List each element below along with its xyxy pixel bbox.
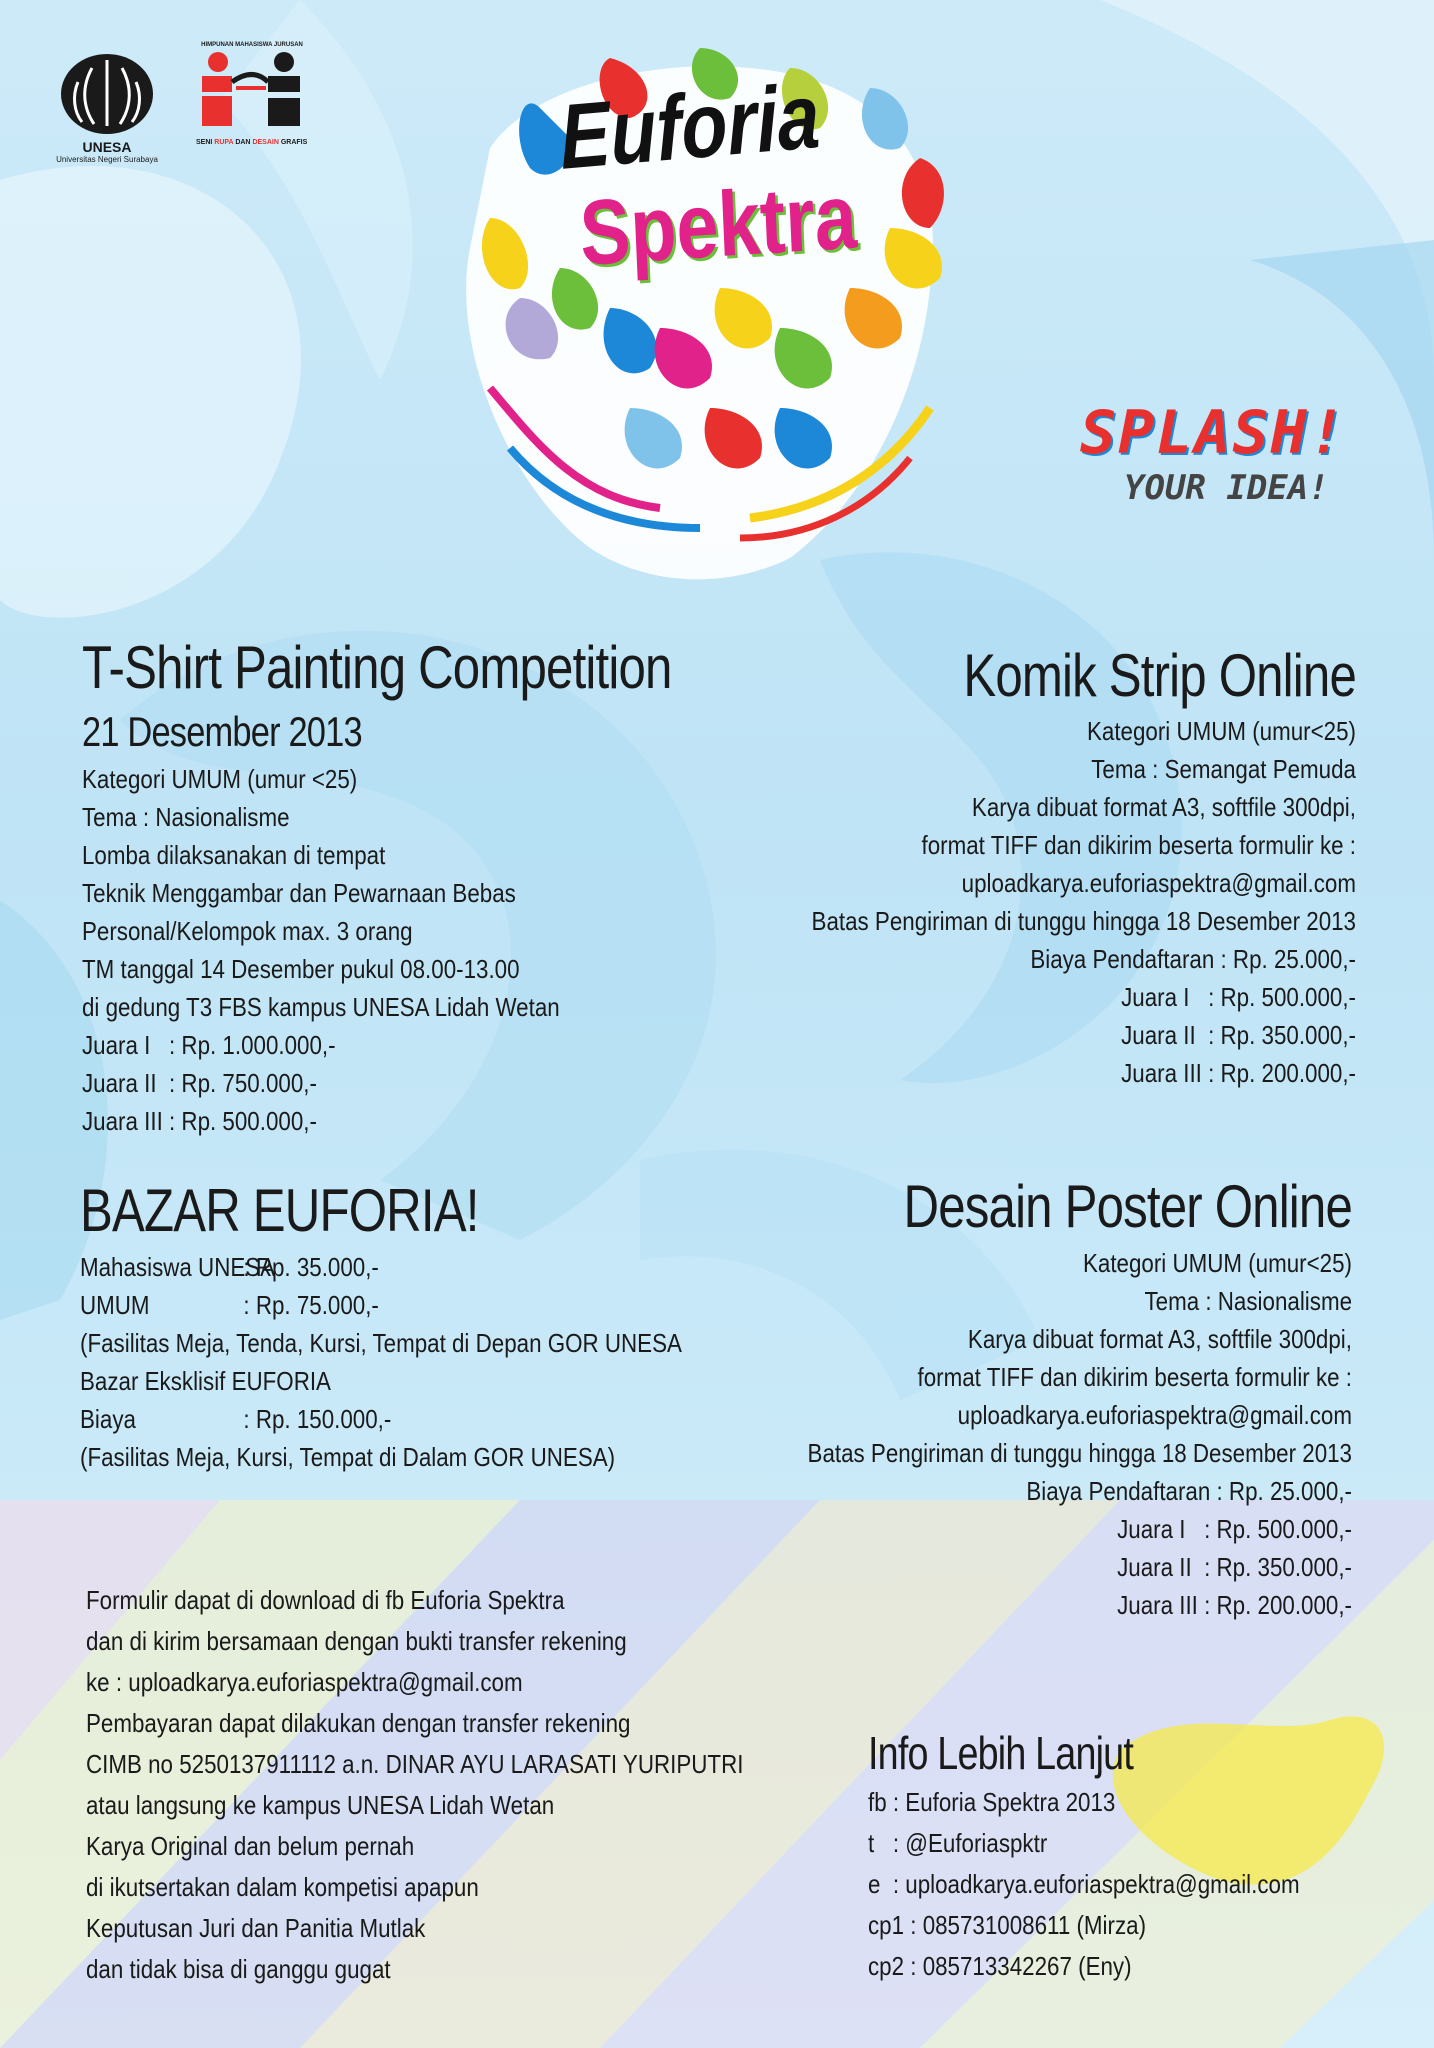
poster-line: format TIFF dan dikirim beserta formulir ke :: [917, 1362, 1352, 1392]
hmj-top-text: HIMPUNAN MAHASISWA JURUSAN: [201, 42, 303, 48]
hmj-word-dan: DAN: [235, 139, 251, 146]
komik-prize: Juara I : Rp. 500.000,-: [1121, 982, 1356, 1012]
contact-twitter: t : @Euforiaspktr: [868, 1828, 1048, 1858]
tshirt-title: T-Shirt Painting Competition: [82, 634, 672, 701]
form-info-section: [86, 1580, 806, 1990]
form-info-account: CIMB no 5250137911112 a.n. DINAR AYU LARASATI YURIPUTRI: [86, 1749, 744, 1779]
tagline: [1080, 398, 1380, 508]
brand-title-line2: Spektra: [577, 165, 859, 285]
unesa-logo: [52, 46, 162, 166]
contact-phone-1: cp1 : 085731008611 (Mirza): [868, 1910, 1147, 1940]
bazar-row-label: Biaya: [80, 1404, 136, 1434]
form-info-line: di ikutsertakan dalam kompetisi apapun: [86, 1872, 479, 1902]
bazar-row: [80, 1286, 630, 1324]
form-info-email: ke : uploadkarya.euforiaspektra@gmail.com: [86, 1667, 523, 1697]
tshirt-prize: Juara I : Rp. 1.000.000,-: [82, 1030, 336, 1060]
komik-line: format TIFF dan dikirim beserta formulir ke :: [921, 830, 1356, 860]
hmj-logo: [196, 42, 308, 162]
hmj-word-rupa: RUPA: [214, 139, 234, 146]
komik-line: Batas Pengiriman di tunggu hingga 18 Desember 2013: [811, 906, 1356, 936]
bazar-note: (Fasilitas Meja, Kursi, Tempat di Dalam GOR UNESA): [80, 1442, 616, 1472]
poster-competition-section: [700, 1170, 1352, 1624]
brand-title: [557, 65, 920, 285]
form-info-line: Formulir dapat di download di fb Euforia Spektra: [86, 1585, 565, 1615]
form-info-line: dan tidak bisa di ganggu gugat: [86, 1954, 391, 1984]
komik-title: Komik Strip Online: [963, 642, 1356, 709]
hmj-word-desain: DESAIN: [252, 139, 279, 146]
hmj-emblem-icon: [196, 48, 308, 134]
contact-email: e : uploadkarya.euforiaspektra@gmail.com: [868, 1869, 1300, 1899]
bazar-exclusive: Bazar Eksklisif EUFORIA: [80, 1366, 331, 1396]
brand-title-line1: Euforia: [557, 65, 823, 189]
tagline-your-idea: YOUR IDEA!: [1124, 468, 1329, 508]
form-info-line: dan di kirim bersamaan dengan bukti transfer rekening: [86, 1626, 627, 1656]
tshirt-line: Lomba dilaksanakan di tempat: [82, 840, 386, 870]
form-info-line: Pembayaran dapat dilakukan dengan transfer rekening: [86, 1708, 631, 1738]
contact-facebook: fb : Euforia Spektra 2013: [868, 1787, 1116, 1817]
komik-fee: Biaya Pendaftaran : Rp. 25.000,-: [1030, 944, 1356, 974]
tshirt-line: di gedung T3 FBS kampus UNESA Lidah Wetan: [82, 992, 560, 1022]
contact-section: [868, 1724, 1368, 1987]
tshirt-line: Kategori UMUM (umur <25): [82, 764, 358, 794]
tshirt-line: TM tanggal 14 Desember pukul 08.00-13.00: [82, 954, 520, 984]
hmj-word-seni: SENI: [196, 139, 213, 146]
poster-line: Batas Pengiriman di tunggu hingga 18 Desember 2013: [807, 1438, 1352, 1468]
tshirt-details: [82, 760, 702, 1140]
komik-section: [700, 640, 1356, 1092]
bazar-row: [80, 1248, 630, 1286]
tshirt-date: 21 Desember 2013: [82, 708, 362, 755]
contact-phone-2: cp2 : 085713342267 (Eny): [868, 1951, 1132, 1981]
tshirt-line: Teknik Menggambar dan Pewarnaan Bebas: [82, 878, 516, 908]
komik-prize: Juara III : Rp. 200.000,-: [1121, 1058, 1356, 1088]
komik-details: [700, 712, 1356, 1092]
komik-prize: Juara II : Rp. 350.000,-: [1121, 1020, 1356, 1050]
bazar-section: [80, 1174, 720, 1476]
poster-title: Desain Poster Online: [903, 1173, 1352, 1240]
form-info-line: Keputusan Juri dan Panitia Mutlak: [86, 1913, 426, 1943]
poster-fee: Biaya Pendaftaran : Rp. 25.000,-: [1026, 1476, 1352, 1506]
bazar-row-value: : Rp. 150.000,-: [243, 1404, 392, 1434]
tshirt-prize: Juara III : Rp. 500.000,-: [82, 1106, 317, 1136]
tshirt-line: Personal/Kelompok max. 3 orang: [82, 916, 413, 946]
bazar-note: (Fasilitas Meja, Tenda, Kursi, Tempat di Depan GOR UNESA: [80, 1328, 682, 1358]
bazar-row-value: : Rp. 75.000,-: [243, 1290, 379, 1320]
tshirt-prize: Juara II : Rp. 750.000,-: [82, 1068, 317, 1098]
komik-line: Tema : Semangat Pemuda: [1091, 754, 1356, 784]
form-info-line: Karya Original dan belum pernah: [86, 1831, 415, 1861]
poster-prize: Juara II : Rp. 350.000,-: [1117, 1552, 1352, 1582]
form-info-line: atau langsung ke kampus UNESA Lidah Wetan: [86, 1790, 555, 1820]
poster-line: Tema : Nasionalisme: [1144, 1286, 1352, 1316]
bazar-title: BAZAR EUFORIA!: [80, 1177, 479, 1244]
komik-line: Karya dibuat format A3, softfile 300dpi,: [971, 792, 1356, 822]
poster-line: Karya dibuat format A3, softfile 300dpi,: [967, 1324, 1352, 1354]
contact-title: Info Lebih Lanjut: [868, 1727, 1134, 1779]
bazar-row: [80, 1400, 630, 1438]
poster-details: [700, 1244, 1352, 1624]
tshirt-line: Tema : Nasionalisme: [82, 802, 290, 832]
poster-line: Kategori UMUM (umur<25): [1082, 1248, 1352, 1278]
tagline-splash: SPLASH!: [1080, 398, 1347, 468]
unesa-emblem-icon: [52, 46, 162, 136]
tshirt-section: [82, 632, 702, 1140]
unesa-name: UNESA: [82, 139, 132, 155]
komik-line: Kategori UMUM (umur<25): [1086, 716, 1356, 746]
komik-email: uploadkarya.euforiaspektra@gmail.com: [961, 868, 1356, 898]
poster-prize: Juara I : Rp. 500.000,-: [1117, 1514, 1352, 1544]
poster-email: uploadkarya.euforiaspektra@gmail.com: [957, 1400, 1352, 1430]
bazar-row-value: : Rp. 35.000,-: [243, 1252, 379, 1282]
bazar-row-label: Mahasiswa UNESA: [80, 1252, 276, 1282]
hmj-bottom-text: [196, 139, 308, 146]
hmj-word-grafis: GRAFIS: [280, 139, 308, 146]
bazar-row-label: UMUM: [80, 1290, 150, 1320]
unesa-subtitle: Universitas Negeri Surabaya: [56, 155, 158, 164]
poster-prize: Juara III : Rp. 200.000,-: [1117, 1590, 1352, 1620]
